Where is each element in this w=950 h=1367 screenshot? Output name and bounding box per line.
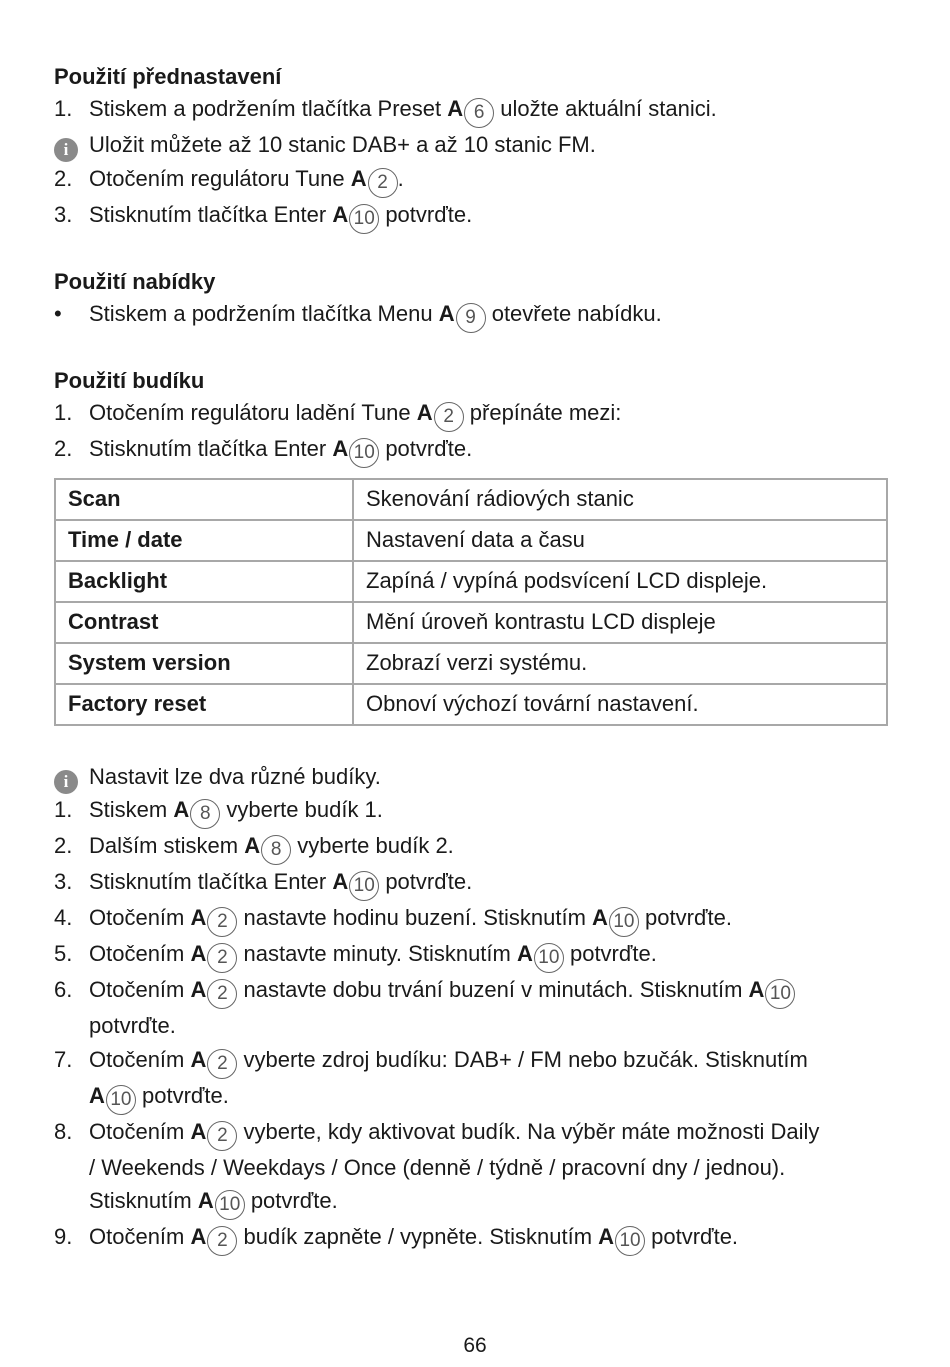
table-row: Contrast Mění úroveň kontrastu LCD displeje — [55, 602, 887, 643]
callout-number: 6 — [464, 98, 494, 128]
list-item: 1. Stiskem A 8 vyberte budík 1. — [54, 793, 888, 829]
menu-options-table — [54, 478, 888, 726]
table-row: Factory reset Obnoví výchozí tovární nastavení. — [55, 684, 887, 725]
table-row: Time / date Nastavení data a času — [55, 520, 887, 561]
section-title-alarm: Použití budíku — [54, 367, 205, 393]
list-item: 3. Stisknutím tlačítka Enter A 10 potvrďte. — [54, 198, 888, 234]
list-item: 9. Otočením A 2 budík zapněte / vypněte. Stisknutím A 10 potvrďte. — [54, 1220, 888, 1256]
info-icon: i — [54, 770, 78, 794]
info-note: i Nastavit lze dva různé budíky. — [54, 760, 888, 794]
callout-number: 2 — [434, 402, 464, 432]
list-item: 3. Stisknutím tlačítka Enter A 10 potvrďte. — [54, 865, 888, 901]
table-row: Scan Skenování rádiových stanic — [55, 479, 887, 520]
callout-number: 10 — [215, 1190, 245, 1220]
callout-number: 8 — [261, 835, 291, 865]
callout-number: 10 — [534, 943, 564, 973]
info-icon: i — [54, 138, 78, 162]
table-row: System version Zobrazí verzi systému. — [55, 643, 887, 684]
section-title-menu: Použití nabídky — [54, 268, 216, 294]
page-number: 66 — [463, 1334, 487, 1357]
callout-number: 10 — [349, 438, 379, 468]
callout-number: 2 — [207, 943, 237, 973]
document-page — [54, 62, 888, 1256]
callout-number: 2 — [368, 168, 398, 198]
callout-number: 10 — [349, 204, 379, 234]
list-item: • Stiskem a podržením tlačítka Menu A 9 otevřete nabídku. — [54, 297, 888, 333]
callout-number: 2 — [207, 979, 237, 1009]
table-row: Backlight Zapíná / vypíná podsvícení LCD displeje. — [55, 561, 887, 602]
callout-number: 2 — [207, 1049, 237, 1079]
callout-number: 10 — [765, 979, 795, 1009]
callout-number: 10 — [615, 1226, 645, 1256]
list-item: 2. Stisknutím tlačítka Enter A 10 potvrďte. — [54, 432, 888, 468]
callout-number: 2 — [207, 1226, 237, 1256]
list-item: 1. Otočením regulátoru ladění Tune A 2 přepínáte mezi: — [54, 396, 888, 432]
list-item: 1. Stiskem a podržením tlačítka Preset A 6 uložte aktuální stanici. — [54, 92, 888, 128]
callout-number: 10 — [349, 871, 379, 901]
callout-number: 2 — [207, 1121, 237, 1151]
list-item: 7. Otočením A 2 vyberte zdroj budíku: DAB+ / FM nebo bzučák. Stisknutím A 10 potvrďte. — [54, 1043, 888, 1115]
callout-number: 10 — [609, 907, 639, 937]
list-item: 4. Otočením A 2 nastavte hodinu buzení. Stisknutím A 10 potvrďte. — [54, 901, 888, 937]
list-item: 5. Otočením A 2 nastavte minuty. Stisknutím A 10 potvrďte. — [54, 937, 888, 973]
section-title-presets: Použití přednastavení — [54, 64, 282, 89]
callout-number: 8 — [190, 799, 220, 829]
list-item: 2. Dalším stiskem A 8 vyberte budík 2. — [54, 829, 888, 865]
callout-number: 2 — [207, 907, 237, 937]
list-item: 6. Otočením A 2 nastavte dobu trvání buzení v minutách. Stisknutím A 10 potvrďte. — [54, 973, 888, 1043]
list-item: 2. Otočením regulátoru Tune A 2 . — [54, 162, 888, 198]
info-note: i Uložit můžete až 10 stanic DAB+ a až 10 stanic FM. — [54, 128, 888, 162]
callout-number: 9 — [456, 303, 486, 333]
callout-number: 10 — [106, 1085, 136, 1115]
list-item: 8. Otočením A 2 vyberte, kdy aktivovat budík. Na výběr máte možnosti Daily / Weekends / Weekdays / Once (denně / týdně / pracovní dny / jednou). Stisknutím A 10 potvrďte. — [54, 1115, 888, 1221]
